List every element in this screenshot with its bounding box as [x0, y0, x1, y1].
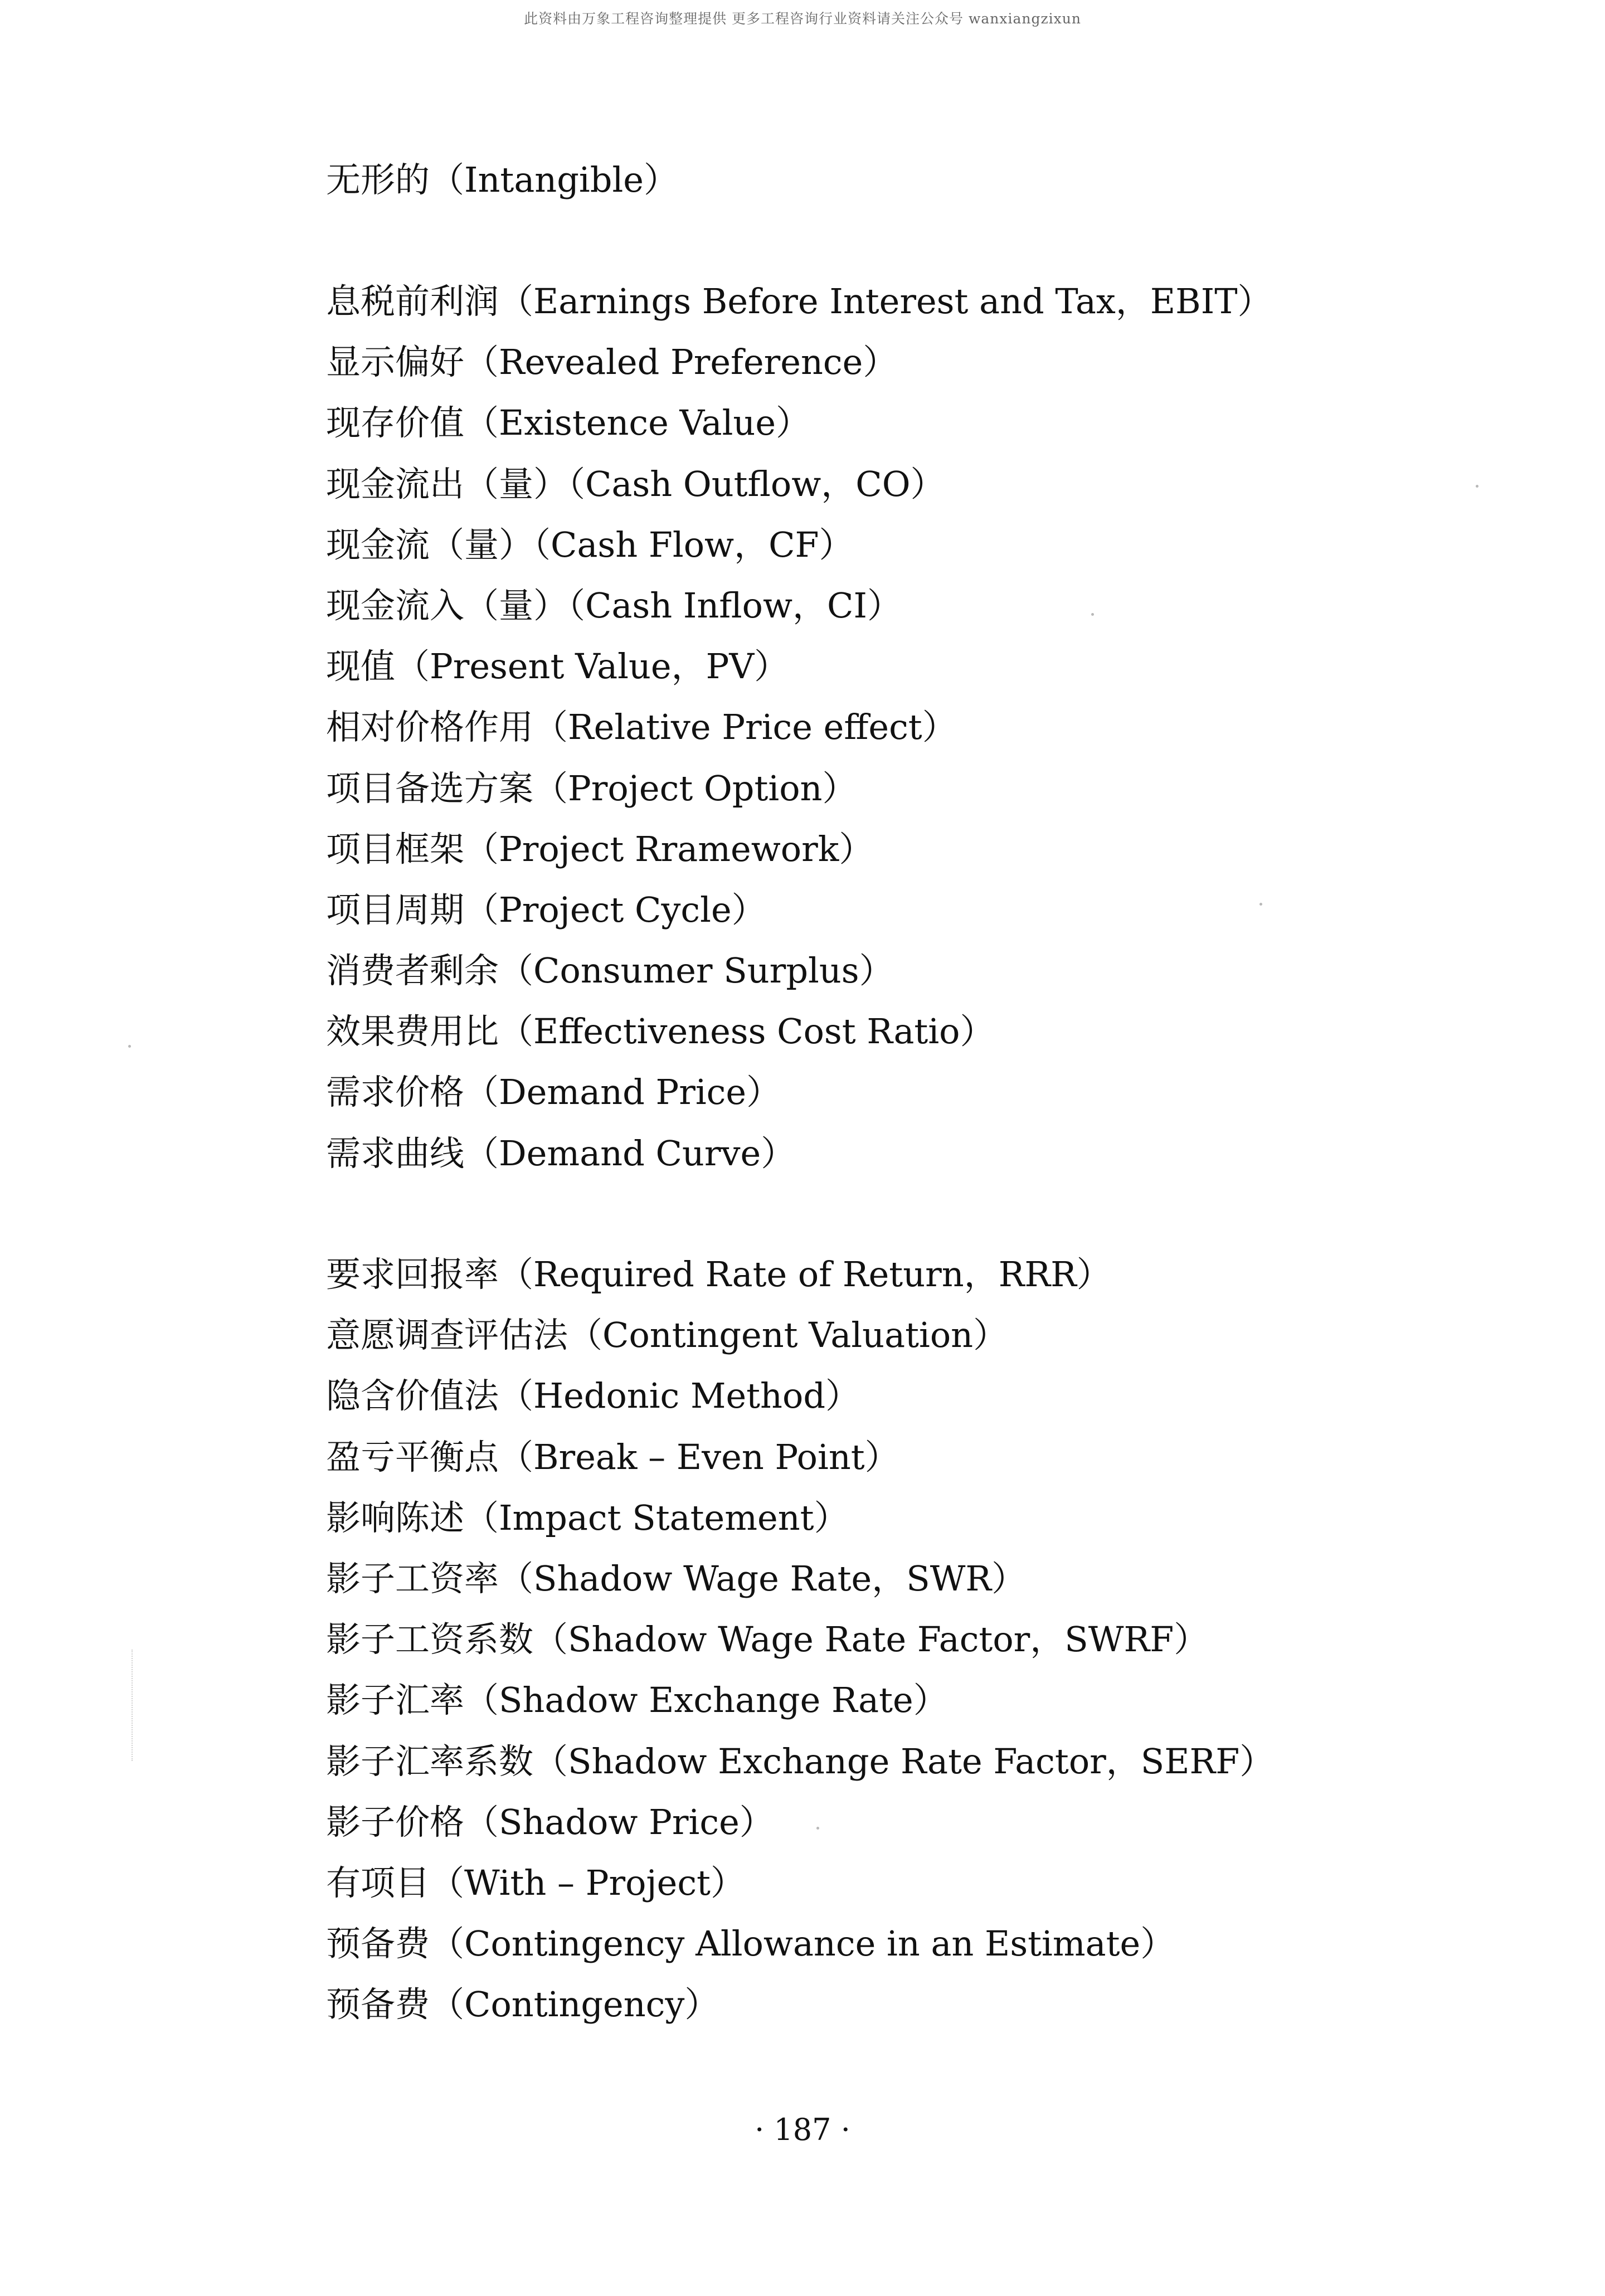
glossary-entry: 意愿调查评估法（Contingent Valuation） — [326, 1315, 1008, 1356]
glossary-entry: 消费者剩余（Consumer Surplus） — [326, 950, 894, 991]
glossary-entry: 需求曲线（Demand Curve） — [326, 1132, 796, 1174]
glossary-entry: 影子汇率系数（Shadow Exchange Rate Factor，SERF） — [326, 1740, 1275, 1782]
glossary-entry: 预备费（Contingency） — [326, 1984, 719, 2025]
scan-speck — [1259, 903, 1262, 906]
scan-speck — [816, 1827, 819, 1830]
glossary-entry: 隐含价值法（Hedonic Method） — [326, 1375, 860, 1417]
watermark-header: 此资料由万象工程咨询整理提供 更多工程咨询行业资料请关注公众号 wanxiangzixun — [524, 11, 1081, 27]
glossary-entry: 影子工资率（Shadow Wage Rate，SWR） — [326, 1558, 1027, 1599]
glossary-entry: 息税前利润（Earnings Before Interest and Tax，EBIT） — [326, 281, 1272, 322]
glossary-entry: 影子汇率（Shadow Exchange Rate） — [326, 1680, 948, 1721]
glossary-entry: 现金流（量）（Cash Flow，CF） — [326, 524, 854, 565]
glossary-entry: 盈亏平衡点（Break – Even Point） — [326, 1436, 899, 1477]
glossary-entry: 需求价格（Demand Price） — [326, 1072, 781, 1113]
glossary-entry: 现金流出（量）（Cash Outflow，CO） — [326, 463, 945, 504]
glossary-entry: 影响陈述（Impact Statement） — [326, 1497, 849, 1538]
page-number: · 187 · — [755, 2112, 850, 2147]
glossary-entry: 现存价值（Existence Value） — [326, 402, 811, 444]
glossary-group-2 — [326, 271, 1272, 1184]
glossary-entry: 项目备选方案（Project Option） — [326, 767, 857, 809]
glossary-entry: 相对价格作用（Relative Price effect） — [326, 707, 957, 748]
glossary-group-1 — [326, 149, 678, 210]
glossary-entry: 有项目（With – Project） — [326, 1862, 745, 1903]
glossary-entry: 项目框架（Project Rramework） — [326, 828, 874, 869]
glossary-entry: 影子工资系数（Shadow Wage Rate Factor，SWRF） — [326, 1619, 1209, 1660]
glossary-entry: 现值（Present Value，PV） — [326, 646, 789, 687]
scan-speck — [1091, 613, 1094, 616]
glossary-entry: 项目周期（Project Cycle） — [326, 889, 766, 930]
glossary-entry: 要求回报率（Required Rate of Return，RRR） — [326, 1254, 1111, 1295]
glossary-entry: 效果费用比（Effectiveness Cost Ratio） — [326, 1011, 995, 1052]
glossary-entry: 无形的（Intangible） — [326, 159, 678, 200]
glossary-group-3 — [326, 1244, 1274, 2035]
glossary-entry: 影子价格（Shadow Price） — [326, 1801, 774, 1842]
glossary-entry: 现金流入（量）（Cash Inflow，CI） — [326, 585, 902, 626]
scan-speck — [1476, 485, 1478, 488]
glossary-entry: 预备费（Contingency Allowance in an Estimate） — [326, 1923, 1175, 1964]
glossary-entry: 显示偏好（Revealed Preference） — [326, 342, 898, 383]
scan-margin-line — [132, 1650, 134, 1761]
scan-speck — [128, 1045, 131, 1048]
